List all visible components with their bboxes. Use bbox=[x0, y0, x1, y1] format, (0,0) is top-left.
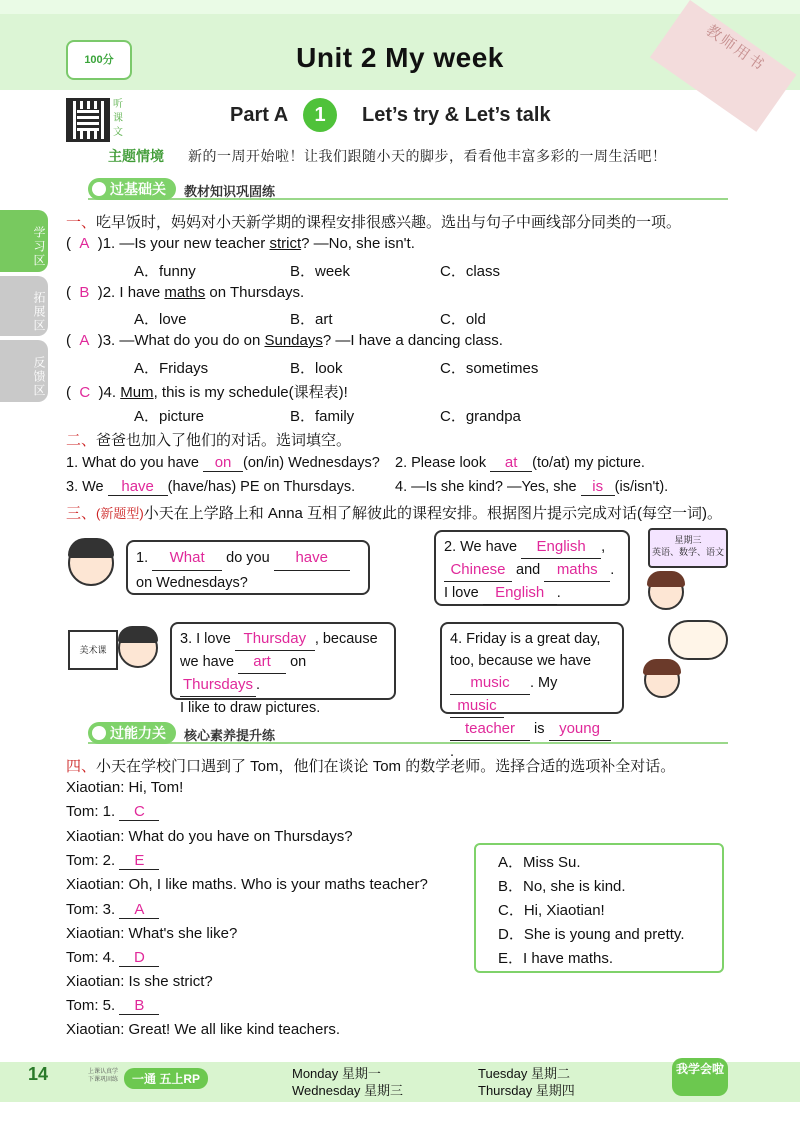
girl-avatar-2 bbox=[644, 662, 680, 698]
q1-title: 一、吃早饭时，妈妈对小天新学期的课程安排很感兴趣。选出与句子中画线部分同类的一项。 bbox=[66, 214, 682, 231]
q1-opt: B．look bbox=[290, 360, 343, 377]
theme-label: 主题情境 bbox=[108, 148, 164, 164]
q2-item-2: 2. Please look at (to/at) my picture. bbox=[395, 454, 645, 471]
dialogue-bubble-4: 4. Friday is a great day, too, because we have music . My music teacher is young. bbox=[440, 622, 624, 714]
dialogue-line: Tom: 5. B bbox=[66, 997, 159, 1015]
dialogue-line: Xiaotian: What do you have on Thursdays? bbox=[66, 828, 353, 845]
unit-title: Unit 2 My week bbox=[296, 42, 504, 73]
q1-opt: C．old bbox=[440, 311, 486, 328]
q1-opt: A．funny bbox=[134, 263, 196, 280]
q1-opt: C．class bbox=[440, 263, 501, 280]
section-sub-basic: 教材知识巩固练 bbox=[184, 184, 276, 199]
option-b: B．No, she is kind. bbox=[498, 878, 626, 895]
dialogue-line: Tom: 3. A bbox=[66, 901, 159, 919]
qr-code-icon[interactable] bbox=[66, 98, 110, 142]
brand-small-text: 上课认真学 下课巩固练 bbox=[88, 1069, 119, 1083]
q2-item-3: 3. We have (have/has) PE on Thursdays. bbox=[66, 478, 356, 495]
option-e: E．I have maths. bbox=[498, 950, 614, 967]
boy-avatar-2 bbox=[118, 628, 158, 668]
part-number-badge: 1 bbox=[303, 98, 337, 132]
dialogue-bubble-3: 3. I love Thursday , because we have art on Thursdays . I like to draw pictures. bbox=[170, 622, 396, 700]
dialogue-line: Xiaotian: Oh, I like maths. Who is your maths teacher? bbox=[66, 876, 428, 893]
q1-opt: B．art bbox=[290, 311, 333, 328]
part-label: Part A bbox=[230, 104, 289, 126]
tab-study[interactable]: 学习区 bbox=[0, 210, 48, 272]
dialogue-line: Tom: 4. D bbox=[66, 949, 159, 967]
i-learned-badge[interactable]: 我学会啦 bbox=[672, 1058, 728, 1096]
dialogue-line: Xiaotian: Is she strict? bbox=[66, 973, 213, 990]
brand-logo: 100分 bbox=[66, 40, 132, 80]
dialogue-line: Tom: 1. C bbox=[66, 803, 159, 821]
dialogue-line: Xiaotian: What's she like? bbox=[66, 925, 238, 942]
options-box bbox=[474, 843, 724, 973]
page-number: 14 bbox=[28, 1064, 49, 1084]
music-teacher-picture bbox=[668, 620, 728, 660]
option-a: A．Miss Su. bbox=[498, 854, 581, 871]
qr-label: 听课文 bbox=[113, 99, 123, 138]
q2-title: 二、爸爸也加入了他们的对话。选词填空。 bbox=[66, 432, 352, 449]
vocab-word: Wednesday 星期三 bbox=[292, 1083, 404, 1098]
q1-opt: C．grandpa bbox=[440, 408, 521, 425]
q4-title: 四、小天在学校门口遇到了 Tom，他们在谈论 Tom 的数学老师。选择合适的选项补全对话。 bbox=[66, 758, 676, 775]
section-tag-basic: 过基础关 bbox=[88, 178, 176, 200]
brand-label: 一通 五上RP bbox=[124, 1068, 208, 1089]
q1-opt: A．Fridays bbox=[134, 360, 209, 377]
art-class-picture: 美术课 bbox=[68, 630, 118, 670]
tab-extend[interactable]: 拓展区 bbox=[0, 276, 48, 336]
dialogue-bubble-2: 2. We have English , Chinese and maths . I love English . bbox=[434, 530, 630, 606]
q1-opt: A．picture bbox=[134, 408, 205, 425]
q1-opt: B．family bbox=[290, 408, 355, 425]
q1-item-2: ( B )2. I have maths on Thursdays. bbox=[66, 284, 305, 301]
boy-avatar bbox=[68, 540, 114, 586]
part-subtitle: Let’s try & Let’s talk bbox=[362, 104, 551, 126]
option-c: C．Hi, Xiaotian! bbox=[498, 902, 605, 919]
q1-opt: B．week bbox=[290, 263, 351, 280]
girl-avatar bbox=[648, 574, 684, 610]
vocab-word: Thursday 星期四 bbox=[478, 1083, 575, 1098]
theme-text: 新的一周开始啦！让我们跟随小天的脚步，看看他丰富多彩的一周生活吧！ bbox=[188, 148, 667, 164]
dialogue-bubble-1: 1. What do you have on Wednesdays? bbox=[126, 540, 370, 595]
q2-item-1: 1. What do you have on (on/in) Wednesdays? bbox=[66, 454, 380, 471]
section-tag-ability: 过能力关 bbox=[88, 722, 176, 744]
corner-stamp: 教师用书 bbox=[650, 0, 797, 132]
schedule-picture: 星期三 英语、数学、语文 bbox=[648, 528, 728, 568]
q1-item-3: ( A )3. —What do you do on Sundays? —I have a dancing class. bbox=[66, 332, 503, 349]
tab-feedback[interactable]: 反馈区 bbox=[0, 340, 48, 402]
dialogue-line: Tom: 2. E bbox=[66, 852, 159, 870]
q3-title: 三、(新题型)小天在上学路上和 Anna 互相了解彼此的课程安排。根据图片提示完成对话(每空一词)。 bbox=[66, 505, 723, 522]
q1-opt: C．sometimes bbox=[440, 360, 539, 377]
vocab-word: Monday 星期一 bbox=[292, 1066, 381, 1081]
q1-item-4: ( C )4. Mum, this is my schedule(课程表)! bbox=[66, 384, 348, 401]
section-sub-ability: 核心素养提升练 bbox=[184, 728, 276, 743]
q1-opt: A．love bbox=[134, 311, 187, 328]
dialogue-line: Xiaotian: Hi, Tom! bbox=[66, 779, 184, 796]
dialogue-line: Xiaotian: Great! We all like kind teachers. bbox=[66, 1021, 341, 1038]
vocab-word: Tuesday 星期二 bbox=[478, 1066, 570, 1081]
q1-item-1: ( A )1. —Is your new teacher strict? —No, she isn't. bbox=[66, 235, 415, 252]
option-d: D．She is young and pretty. bbox=[498, 926, 685, 943]
q2-item-4: 4. —Is she kind? —Yes, she is (is/isn't). bbox=[395, 478, 669, 495]
